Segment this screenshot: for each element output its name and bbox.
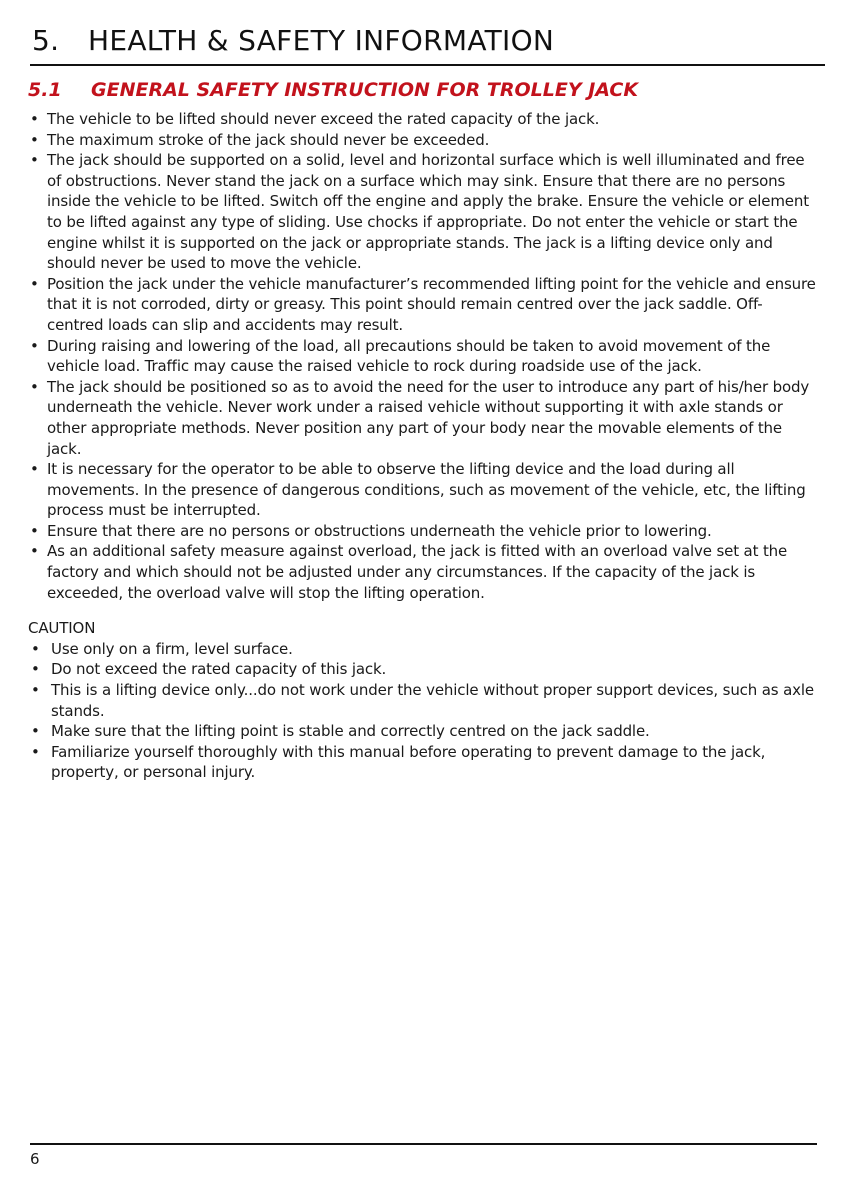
subsection-number: 5.1: [28, 79, 62, 101]
list-item: • Use only on a firm, level surface.: [28, 639, 818, 660]
list-item: • Ensure that there are no persons or obstructions underneath the vehicle prior to lowering.: [28, 521, 818, 542]
list-item: • The jack should be positioned so as to avoid the need for the user to introduce any part of his/her body underneath the vehicle. Never work under a raised vehicle without supporting it with axle stands or other appropriate methods. Never position any part of your body near the movable elements of the jack.: [28, 377, 818, 459]
list-item: • Do not exceed the rated capacity of this jack.: [28, 659, 818, 680]
list-item: • The jack should be supported on a solid, level and horizontal surface which is well illuminated and free of obstructions. Never stand the jack on a surface which may sink. Ensure that there are no persons inside the vehicle to be lifted. Switch off the engine and apply the brake. Ensure the vehicle or element to be lifted against any type of sliding. Use chocks if appropriate. Do not enter the vehicle or start the engine whilst it is supported on the jack or appropriate stands. The jack is a lifting device only and should never be used to move the vehicle.: [28, 150, 818, 274]
list-item: • As an additional safety measure against overload, the jack is fitted with an overload valve set at the factory and which should not be adjusted under any circumstances. If the capacity of the jack is exceeded, the overload valve will stop the lifting operation.: [28, 541, 818, 603]
heading-rule: [30, 64, 825, 66]
list-item: • Position the jack under the vehicle manufacturer’s recommended lifting point for the vehicle and ensure that it is not corroded, dirty or greasy. This point should remain centred over the jack saddle. Off-centred loads can slip and accidents may result.: [28, 274, 818, 336]
section-heading: [32, 24, 554, 57]
list-item: • This is a lifting device only...do not work under the vehicle without proper support devices, such as axle stands.: [28, 680, 818, 721]
subsection-title: GENERAL SAFETY INSTRUCTION FOR TROLLEY JACK: [91, 79, 639, 101]
list-item: • Make sure that the lifting point is stable and correctly centred on the jack saddle.: [28, 721, 818, 742]
list-item: • It is necessary for the operator to be able to observe the lifting device and the load during all movements. In the presence of dangerous conditions, such as movement of the vehicle, etc, the lifting process must be interrupted.: [28, 459, 818, 521]
safety-instructions-list: [28, 109, 818, 603]
list-item: • Familiarize yourself thoroughly with this manual before operating to prevent damage to the jack, property, or personal injury.: [28, 742, 818, 783]
page-number: 6: [30, 1150, 40, 1168]
body-content: [28, 109, 818, 783]
section-number: 5.: [32, 24, 60, 57]
section-title: HEALTH & SAFETY INFORMATION: [88, 24, 555, 57]
footer-rule: [30, 1143, 817, 1145]
list-item: • The maximum stroke of the jack should never be exceeded.: [28, 130, 818, 151]
caution-list: [28, 639, 818, 783]
subsection-heading: [28, 79, 638, 101]
list-item: • The vehicle to be lifted should never exceed the rated capacity of the jack.: [28, 109, 818, 130]
list-item: • During raising and lowering of the load, all precautions should be taken to avoid movement of the vehicle load. Traffic may cause the raised vehicle to rock during roadside use of the jack.: [28, 336, 818, 377]
caution-heading: CAUTION: [28, 619, 96, 638]
